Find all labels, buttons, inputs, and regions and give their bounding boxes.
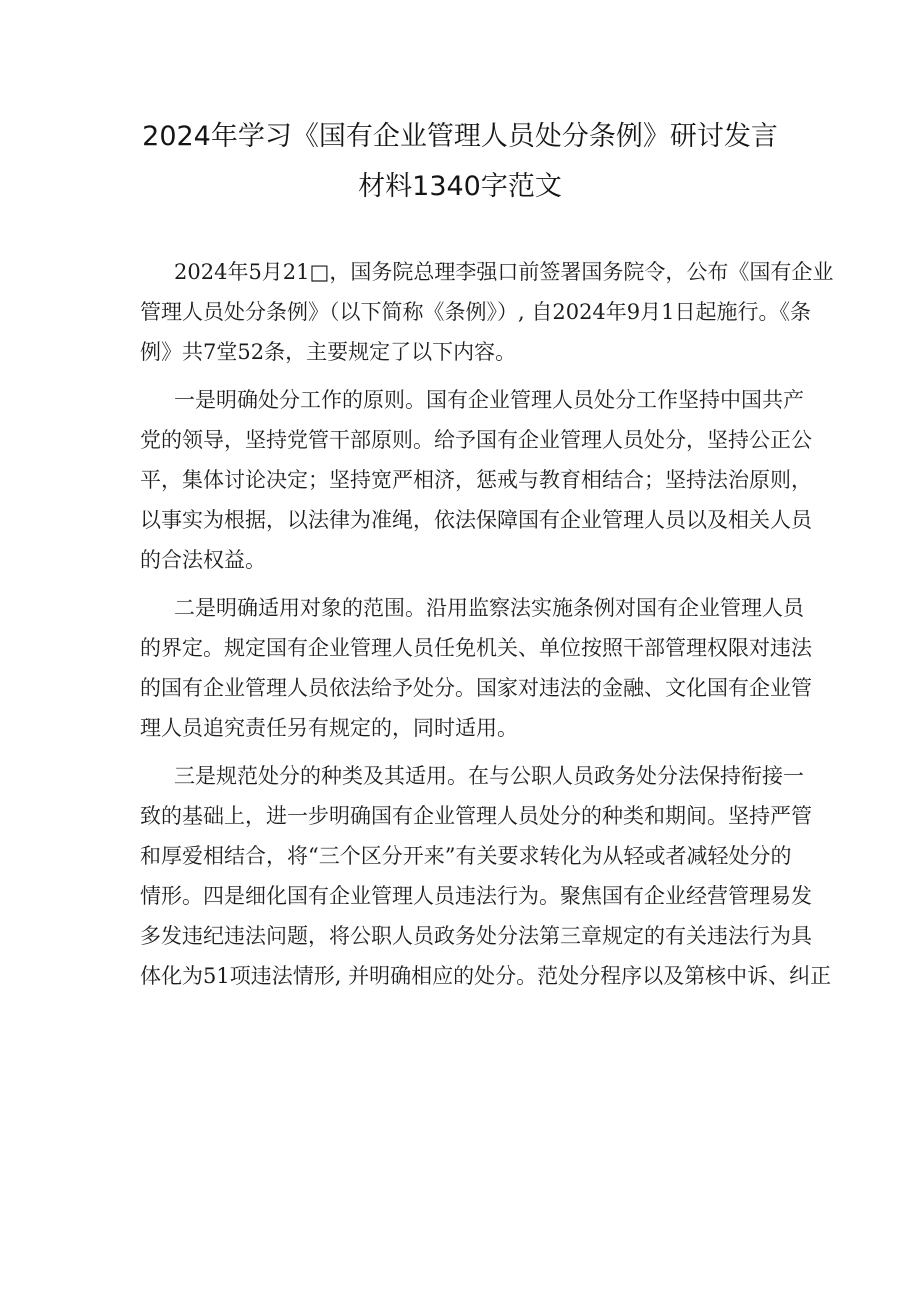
text-line: 党的领导，坚持党管干部原则。给予国有企业管理人员处分，坚持公正公 [140,428,812,452]
text-line: 一是明确处分工作的原则。国有企业管理人员处分工作坚持中国共产 [174,388,804,412]
title-line-2: 材料1340字范文 [358,171,562,202]
text-line: 和厚爱相结合，将“三个区分开来”有关要求转化为从轻或者减轻处分的 [140,844,792,868]
text-line: 体化为51项违法情形, 并明确相应的处分。范处分程序以及第核中诉、纠正 [140,964,832,988]
text-line: 例》共7堂52条，主要规定了以下内容。 [140,340,517,364]
paragraph-principles [140,380,812,580]
text-line: 的国有企业管理人员依法给予处分。国家对违法的金融、文化国有企业管 [140,676,812,700]
paragraph-intro [140,252,834,372]
text-line: 以事实为根据，以法律为准绳，依法保障国有企业管理人员以及相关人员 [140,508,812,532]
text-line: 理人员追究责任另有规定的，同时适用。 [140,716,518,740]
text-line: 二是明确适用对象的范围。沿用监察法实施条例对国有企业管理人员 [174,596,804,620]
document-title [60,112,860,212]
text-line: 的界定。规定国有企业管理人员任免机关、单位按照干部管理权限对违法 [140,636,812,660]
paragraph-sanction-types [140,756,832,996]
paragraph-scope [140,588,812,748]
text-line: 致的基础上，进一步明确国有企业管理人员处分的种类和期间。坚持严管 [140,804,812,828]
text-line: 情形。四是细化国有企业管理人员违法行为。聚焦国有企业经营管理易发 [140,884,812,908]
text-line: 2024年5月21□，国务院总理李强口前签署国务院令，公布《国有企业 [174,260,834,284]
text-line: 的合法权益。 [140,548,266,572]
text-line: 三是规范处分的种类及其适用。在与公职人员政务处分法保持衔接一 [174,764,804,788]
text-line: 管理人员处分条例》（以下简称《条例》）, 自2024年9月1日起施行。《条 [140,300,812,324]
text-line: 平，集体讨论决定；坚持宽严相济，惩戒与教育相结合；坚持法治原则， [140,468,812,492]
document-body [140,252,834,996]
text-line: 多发违纪违法问题，将公职人员政务处分法第三章规定的有关违法行为具 [140,924,812,948]
title-line-1: 2024年学习《国有企业管理人员处分条例》研讨发言 [142,121,778,152]
